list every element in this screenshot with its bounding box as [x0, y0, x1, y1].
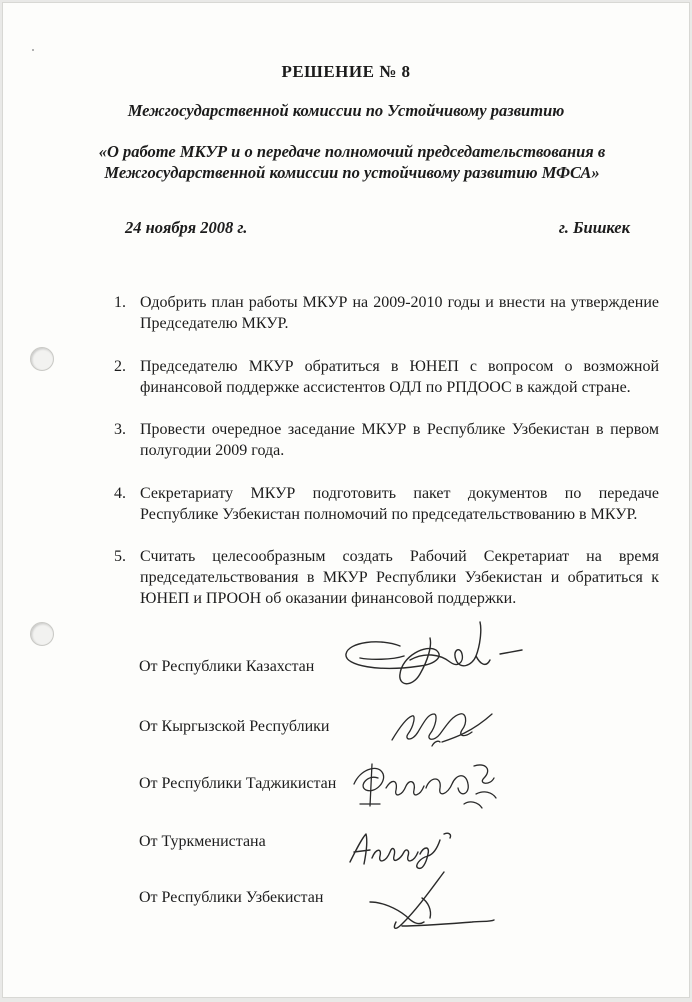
item-number: 5. — [114, 548, 126, 565]
decision-date: 24 ноября 2008 г. — [125, 218, 248, 237]
item-number: 3. — [114, 421, 126, 438]
item-text: Считать целесообразным создать Рабочий Секретариат на время председательствования в МКУР Республики Узбекистан и обратиться к ЮНЕП и ПРООН об оказании финансовой поддержки. — [140, 548, 659, 607]
decision-title: РЕШЕНИЕ № 8 — [281, 62, 411, 81]
commission-name: Межгосударственной комиссии по Устойчивому развитию — [127, 101, 565, 120]
list-item — [114, 483, 659, 525]
item-number: 1. — [114, 294, 126, 311]
list-item — [114, 546, 659, 609]
signature-kyrgyzstan-icon — [382, 702, 502, 752]
item-text: Провести очередное заседание МКУР в Республике Узбекистан в первом полугодии 2009 года. — [140, 421, 659, 459]
scan-speck — [32, 49, 34, 51]
list-item — [114, 356, 659, 398]
signatory-label-turkmenistan: От Туркменистана — [139, 833, 266, 850]
list-item — [114, 292, 659, 334]
decision-heading — [92, 141, 612, 183]
item-number: 4. — [114, 484, 126, 502]
decision-heading-line-2: Межгосударственной комиссии по устойчивому развитию МФСА» — [104, 163, 600, 182]
signature-uzbekistan-icon — [362, 868, 502, 938]
signature-tajikistan-icon — [346, 754, 506, 814]
decision-items-list — [114, 292, 659, 631]
item-text: Председателю МКУР обратиться в ЮНЕП с вопросом о возможной финансовой поддержке ассистентов ОДЛ по РПДООС в каждой стране. — [140, 357, 659, 396]
signatory-label-uzbekistan: От Республики Узбекистан — [139, 889, 324, 906]
decision-city: г. Бишкек — [558, 218, 630, 237]
signatory-label-tajikistan: От Республики Таджикистан — [139, 775, 337, 792]
item-text: Секретариату МКУР подготовить пакет документов по передаче Республике Узбекистан полномочий по председательствованию в МКУР. — [140, 484, 659, 523]
document-page — [2, 2, 690, 998]
item-number: 2. — [114, 357, 126, 375]
signatory-label-kazakhstan: От Республики Казахстан — [139, 658, 315, 675]
item-text: Одобрить план работы МКУР на 2009-2010 годы и внести на утверждение Председателю МКУР. — [140, 294, 659, 332]
punch-hole-top — [30, 347, 54, 371]
signature-kazakhstan-icon — [340, 616, 530, 696]
decision-heading-line-1: «О работе МКУР и о передаче полномочий председательствования в — [98, 142, 606, 161]
signature-turkmenistan-icon — [344, 824, 474, 874]
punch-hole-bottom — [30, 622, 54, 646]
list-item — [114, 419, 659, 461]
signatory-label-kyrgyzstan: От Кыргызской Республики — [139, 718, 330, 735]
